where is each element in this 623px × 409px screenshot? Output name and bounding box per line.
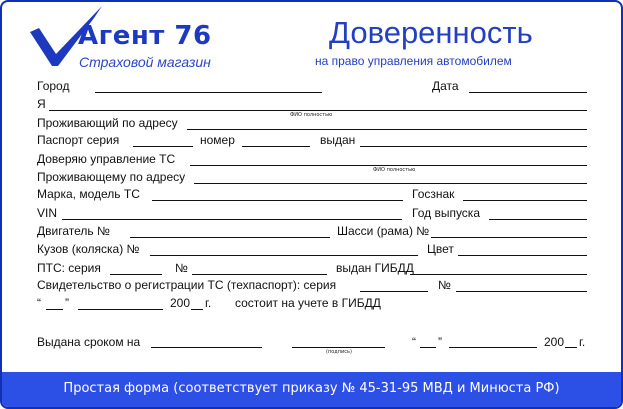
issue-year-prefix: 200 — [544, 335, 565, 349]
valid-for-label: Выдана сроком на — [37, 335, 141, 349]
registered-label: состоит на учете в ГИБДД — [235, 296, 381, 310]
issue-year-suffix: г. — [579, 335, 586, 349]
trustee-name-field[interactable] — [190, 165, 587, 166]
make-model-label: Марка, модель ТС — [37, 187, 140, 201]
fio-hint-trustee: ФИО полностью — [373, 167, 416, 173]
chassis-label: Шасси (рама) № — [337, 224, 430, 238]
pts-series-label: ПТС: серия — [37, 261, 101, 275]
vin-field[interactable] — [62, 219, 402, 220]
passport-series-label: Паспорт серия — [37, 133, 120, 147]
color-field[interactable] — [458, 255, 587, 256]
footer-text: Простая форма (соответствует приказу № 45-31-95 МВД и Минюста РФ) — [63, 381, 560, 396]
issue-date-quote-open: “ — [412, 335, 416, 349]
city-label: Город — [37, 79, 70, 93]
date-field[interactable] — [469, 92, 587, 93]
footer-banner — [2, 372, 621, 407]
issued-gibdd-field[interactable] — [410, 274, 587, 275]
plate-field[interactable] — [463, 200, 587, 201]
reg-year-suffix: г. — [205, 296, 212, 310]
reg-date-quote-close: ” — [65, 296, 69, 310]
passport-series-field[interactable] — [133, 146, 193, 147]
trustee-address-label: Проживающему по адресу — [37, 170, 186, 184]
reg-cert-series-field[interactable] — [360, 291, 428, 292]
date-label: Дата — [432, 79, 459, 93]
pts-number-label: № — [175, 261, 188, 275]
i-label: Я — [37, 97, 46, 111]
passport-issued-field[interactable] — [360, 146, 587, 147]
year-field[interactable] — [489, 219, 587, 220]
issue-year-field[interactable] — [565, 347, 577, 348]
body-label: Кузов (коляска) № — [37, 242, 140, 256]
color-label: Цвет — [427, 242, 454, 256]
valid-for-field[interactable] — [151, 347, 262, 348]
body-field[interactable] — [150, 255, 418, 256]
reg-day-field[interactable] — [46, 309, 63, 310]
residing-address-label: Проживающий по адресу — [37, 116, 178, 130]
reg-cert-number-label: № — [438, 278, 451, 292]
issue-date-quote-close: ” — [438, 335, 442, 349]
reg-year-field[interactable] — [191, 309, 203, 310]
reg-month-field[interactable] — [78, 309, 163, 310]
reg-cert-label: Свидетельство о регистрации ТС (техпаспорт): серия — [37, 278, 337, 292]
signature-hint: (подпись) — [326, 349, 352, 355]
make-model-field[interactable] — [152, 200, 403, 201]
residing-address-field[interactable] — [187, 129, 587, 130]
year-label: Год выпуска — [412, 206, 480, 220]
reg-year-prefix: 200 — [170, 296, 191, 310]
signature-field[interactable] — [292, 347, 385, 348]
plate-label: Госзнак — [412, 187, 455, 201]
pts-series-field[interactable] — [110, 274, 162, 275]
issue-month-field[interactable] — [449, 347, 537, 348]
trustee-address-field[interactable] — [194, 183, 587, 184]
entrust-label: Доверяю управление ТС — [37, 152, 176, 166]
document-subtitle: на право управления автомобилем — [315, 54, 512, 68]
document-title: Доверенность — [329, 15, 533, 50]
issued-gibdd-label: выдан ГИБДД — [336, 261, 414, 275]
fio-hint: ФИО полностью — [290, 112, 333, 118]
brand-tagline: Страховой магазин — [79, 54, 211, 70]
engine-field[interactable] — [130, 237, 330, 238]
passport-number-field[interactable] — [242, 146, 310, 147]
reg-cert-number-field[interactable] — [456, 291, 587, 292]
passport-issued-label: выдан — [320, 133, 356, 147]
principal-name-field[interactable] — [49, 110, 587, 111]
engine-label: Двигатель № — [37, 224, 110, 238]
city-field[interactable] — [95, 92, 322, 93]
passport-number-label: номер — [200, 133, 235, 147]
chassis-field[interactable] — [431, 237, 587, 238]
brand-name: Агент 76 — [78, 21, 212, 51]
reg-date-quote-open: “ — [37, 296, 41, 310]
pts-number-field[interactable] — [192, 274, 327, 275]
issue-day-field[interactable] — [420, 347, 436, 348]
vin-label: VIN — [37, 206, 58, 220]
